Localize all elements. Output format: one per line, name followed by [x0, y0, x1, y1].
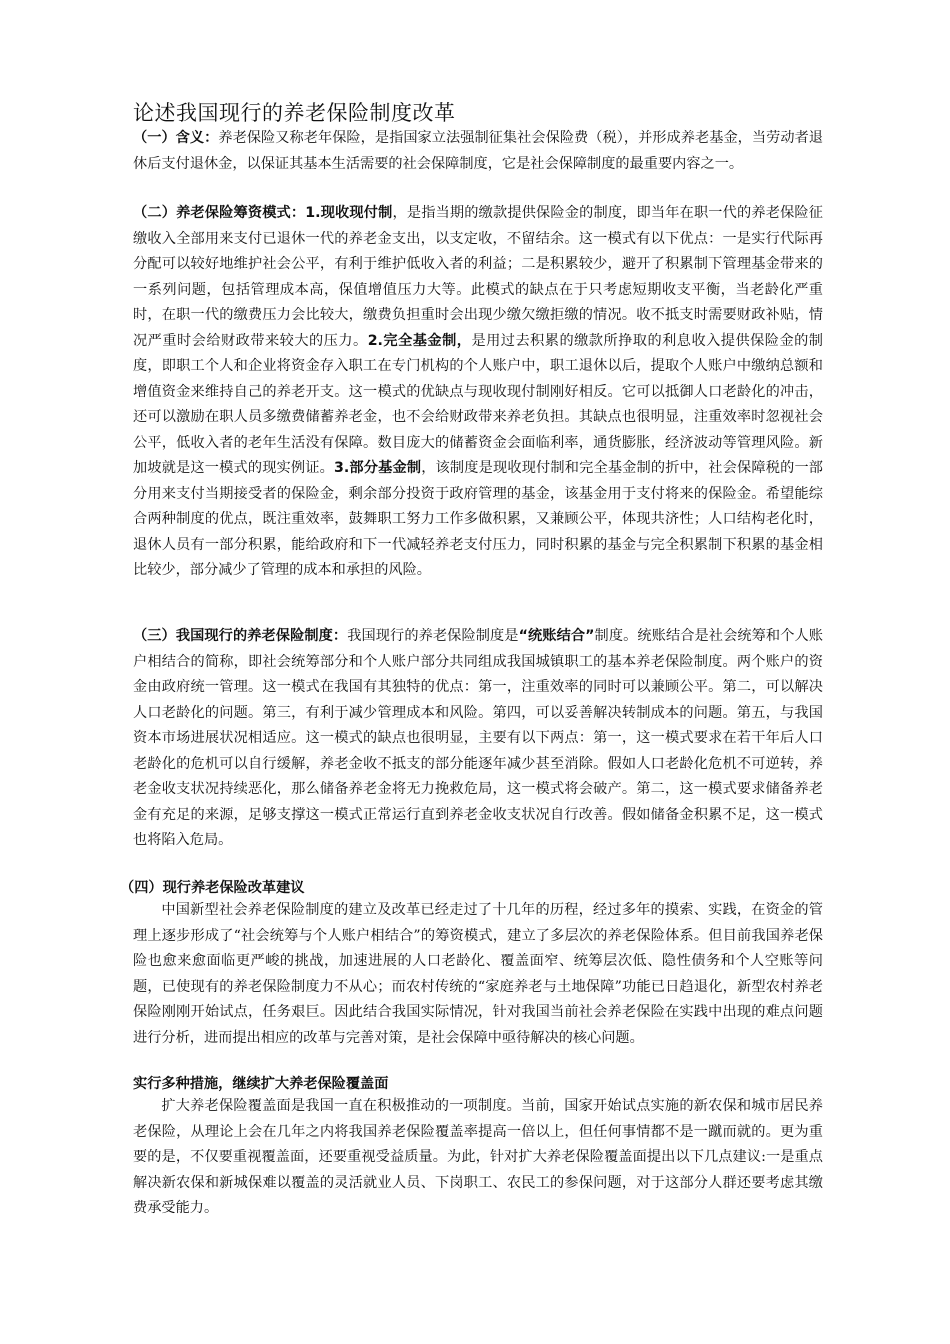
section-current-system — [133, 624, 823, 854]
section-funding-label: （二）养老保险筹资模式： — [133, 205, 306, 221]
section-definition — [133, 126, 823, 177]
section-current-text-a: 我国现行的养老保险制度是 — [347, 628, 519, 644]
section-current-label: （三）我国现行的养老保险制度： — [133, 628, 348, 644]
mode-fully-funded-text: 是用过去积累的缴款所挣取的利息收入提供保险金的制度，即职工个人和企业将资金存入职工在专门机构的个人账户中，职工退休以后，提取个人账户中缴纳总额和增值资金来维持自己的养老开支。这一模式的优缺点与现收现付制刚好相反。它可以抵御人口老龄化的冲击，还可以激励在职人员多缴费储蓄养老金，也不会给财政带来养老负担。其缺点也很明显，注重效率时忽视社会公平，低收入者的老年生活没有保障。数目庞大的储蓄资金会面临利率，通货膨胀，经济波动等管理风险。新加坡就是这一模式的现实例证。 — [133, 332, 823, 476]
subsection-coverage-text: 扩大养老保险覆盖面是我国一直在积极推动的一项制度。当前，国家开始试点实施的新农保和城市居民养老保险，从理论上会在几年之内将我国养老保险覆盖率提高一倍以上，但任何事情都不是一蹴而就的。更为重要的是，不仅要重视覆盖面，还要重视受益质量。为此，针对扩大养老保险覆盖面提出以下几点建议:一是重点解决新农保和新城保难以覆盖的灵活就业人员、下岗职工、农民工的参保问题，对于这部分人群还要考虑其缴费承受能力。 — [133, 1098, 823, 1216]
section-current-text-b: 制度。统账结合是社会统筹和个人账户相结合的简称，即社会统筹部分和个人账户部分共同组成我国城镇职工的基本养老保险制度。两个账户的资金由政府统一管理。这一模式在我国有其独特的优点：第一，注重效率的同时可以兼顾公平。第二，可以解决人口老龄化的问题。第三，有利于减少管理成本和风险。第四，可以妥善解决转制成本的问题。第五，与我国资本市场进展状况相适应。这一模式的缺点也很明显，主要有以下两点：第一，这一模式要求在若干年后人口老龄化的危机可以自行缓解，养老金收不抵支的部分能逐年减少甚至消除。假如人口老龄化危机不可逆转，养老金收支状况持续恶化，那么储备养老金将无力挽救危局，这一模式将会破产。第二，这一模式要求储备养老金有充足的来源，足够支撑这一模式正常运行直到养老金收支状况自行改善。假如储备金积累不足，这一模式也将陷入危局。 — [133, 628, 823, 848]
mode-paygo-label: 1.现收现付制 — [305, 205, 393, 221]
mode-fully-funded-label: 2.完全基金制， — [367, 332, 472, 349]
mode-partial-funded-label: 3.部分基金制 — [333, 460, 422, 476]
section-reform-heading: （四）现行养老保险改革建议 — [120, 880, 305, 896]
section-definition-text: 养老保险又称老年保险，是指国家立法强制征集社会保险费（税），并形成养老基金，当劳动者退休后支付退休金，以保证其基本生活需要的社会保障制度，它是社会保障制度的最重要内容之一。 — [133, 130, 823, 172]
section-reform-text: 中国新型社会养老保险制度的建立及改革已经走过了十几年的历程，经过多年的摸索、实践，在资金的管理上逐步形成了“社会统筹与个人账户相结合”的筹资模式，建立了多层次的养老保险体系。但目前我国养老保险也愈来愈面临更严峻的挑战，加速进展的人口老龄化、覆盖面窄、统筹层次低、隐性债务和个人空账等问题，已使现有的养老保险制度力不从心；而农村传统的“家庭养老与土地保障”功能已日趋退化，新型农村养老保险刚刚开始试点，任务艰巨。因此结合我国实际情况，针对我国当前社会养老保险在实践中出现的难点问题进行分析，进而提出相应的改革与完善对策，是社会保障中亟待解决的核心问题。 — [133, 902, 823, 1046]
mode-paygo-text: ，是指当期的缴款提供保险金的制度，即当年在职一代的养老保险征缴收入全部用来支付已退休一代的养老金支出，以支定收，不留结余。这一模式有以下优点：一是实行代际再分配可以较好地维护社会公平，有利于维护低收入者的利益；二是积累较少，避开了积累制下管理基金带来的一系列问题，包括管理成本高，保值增值压力大等。此模式的缺点在于只考虑短期收支平衡，当老龄化严重时，在职一代的缴费压力会比较大，缴费负担重时会出现少缴欠缴拒缴的情况。收不抵支时需要财政补贴，情况严重时会给财政带来较大的压力。 — [133, 205, 823, 349]
mode-partial-funded-text: ，该制度是现收现付制和完全基金制的折中，社会保障税的一部分用来支付当期接受者的保险金，剩余部分投资于政府管理的基金，该基金用于支付将来的保险金。希望能综合两种制度的优点，既注重效率，鼓舞职工努力工作多做积累，又兼顾公平，体现共济性；人口结构老化时，退休人员有一部分积累，能给政府和下一代减轻养老支付压力，同时积累的基金与完全积累制下积累的基金相比较少，部分减少了管理的成本和承担的风险。 — [133, 460, 823, 578]
document-title: 论述我国现行的养老保险制度改革 — [133, 101, 456, 125]
section-definition-label: （一）含义： — [133, 130, 219, 146]
section-funding-modes — [133, 201, 823, 584]
subsection-coverage-heading: 实行多种措施，继续扩大养老保险覆盖面 — [133, 1076, 389, 1092]
section-current-quote: “统账结合” — [518, 628, 595, 644]
